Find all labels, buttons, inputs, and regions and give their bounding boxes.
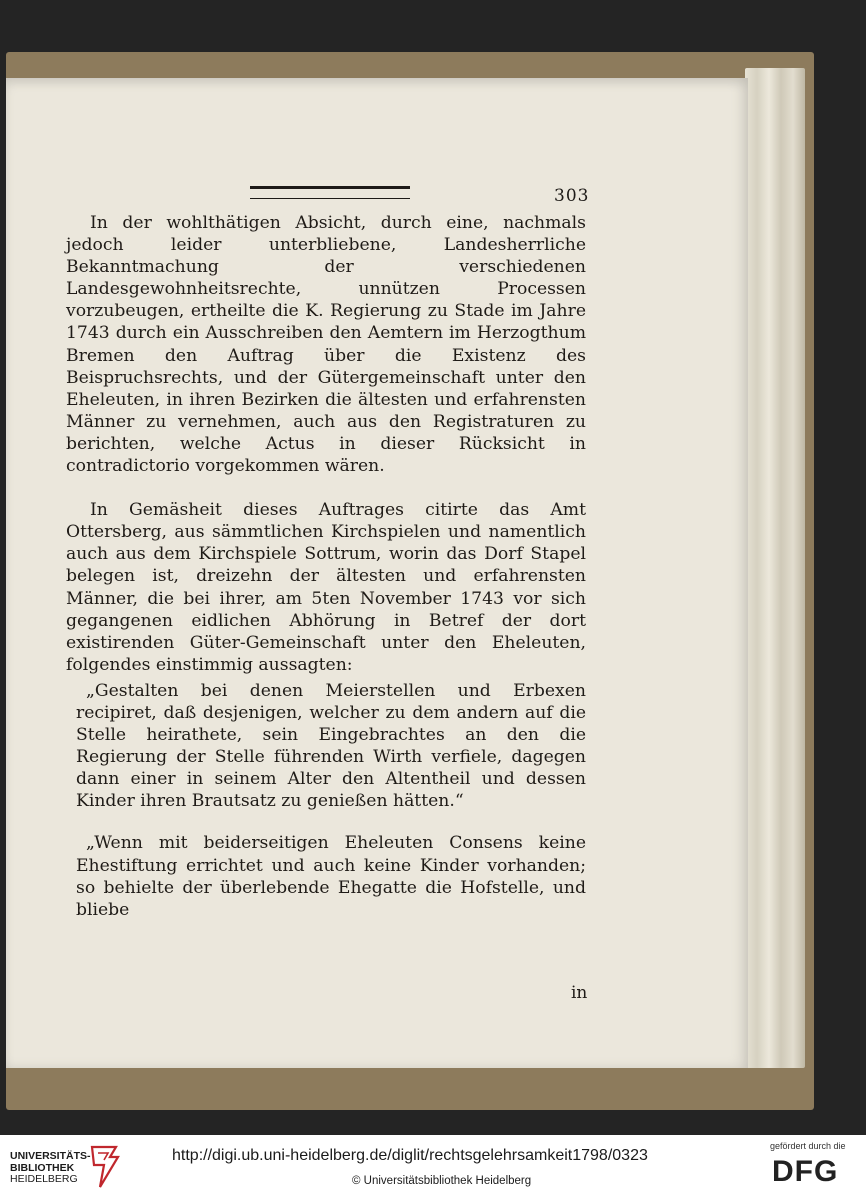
header-rule xyxy=(250,186,410,199)
permalink-url[interactable]: http://digi.ub.uni-heidelberg.de/diglit/rechtsgelehrsamkeit1798/0323 xyxy=(172,1147,648,1164)
library-name-line-3: HEIDELBERG xyxy=(10,1173,78,1185)
dfg-logo: DFG xyxy=(772,1155,839,1188)
viewer-footer xyxy=(0,1135,866,1197)
quote-paragraph-2: „Wenn mit beiderseitigen Eheleuten Consens keine Ehestiftung errichtet und auch keine Kinder vorhanden; so behielte der überlebende Ehegatte die Hofstelle, und bliebe xyxy=(76,833,586,920)
library-name-line-2: BIBLIOTHEK xyxy=(10,1161,75,1174)
page-edges xyxy=(745,68,805,1068)
library-name xyxy=(10,1151,91,1186)
quote-paragraph-1: „Gestalten bei denen Meierstellen und Erbexen recipiret, daß desjenigen, welcher zu dem andern auf die Stelle heirathete, sein Eingebrachtes an den die Regierung der Stelle führenden Wirth verfiele, dagegen dann einer in seinem Alter den Altentheil und dessen Kinder ihren Brautsatz zu genießen hätten.“ xyxy=(76,680,586,812)
catchword: in xyxy=(571,983,588,1003)
library-logo-icon xyxy=(88,1143,120,1189)
page-number: 303 xyxy=(554,186,590,206)
book-page xyxy=(6,78,748,1068)
library-name-line-1: UNIVERSITÄTS- xyxy=(10,1150,91,1162)
paragraph-2: In Gemäsheit dieses Auftrages citirte das Amt Ottersberg, aus sämmtlichen Kirchspielen und namentlich auch aus dem Kirchspiele Sottrum, worin das Dorf Stapel belegen ist, dreizehn der ältesten und erfahrensten Männer, die bei ihrer, am 5ten November 1743 vor sich gegangenen eidlichen Abhörung in Betref der dort existirenden Güter-Gemeinschaft unter den Eheleuten, folgendes einstimmig aussagten: xyxy=(66,500,586,675)
paragraph-1: In der wohlthätigen Absicht, durch eine, nachmals jedoch leider unterbliebene, Landesherrliche Bekanntmachung der verschiedenen Landesgewohnheitsrechte, unnützen Processen vorzubeugen, ertheilte die K. Regierung zu Stade im Jahre 1743 durch ein Ausschreiben den Aemtern im Herzogthum Bremen den Auftrag über die Existenz des Beispruchsrechts, und der Gütergemeinschaft unter den Eheleuten, in ihren Bezirken die ältesten und erfahrensten Männer zu vernehmen, auch aus den Registraturen zu berichten, welche Actus in dieser Rücksicht in contradictorio vorgekommen wären. xyxy=(66,213,586,477)
funded-by-label: gefördert durch die xyxy=(770,1141,846,1151)
copyright-notice: © Universitätsbibliothek Heidelberg xyxy=(352,1175,532,1187)
body-text xyxy=(66,212,586,921)
